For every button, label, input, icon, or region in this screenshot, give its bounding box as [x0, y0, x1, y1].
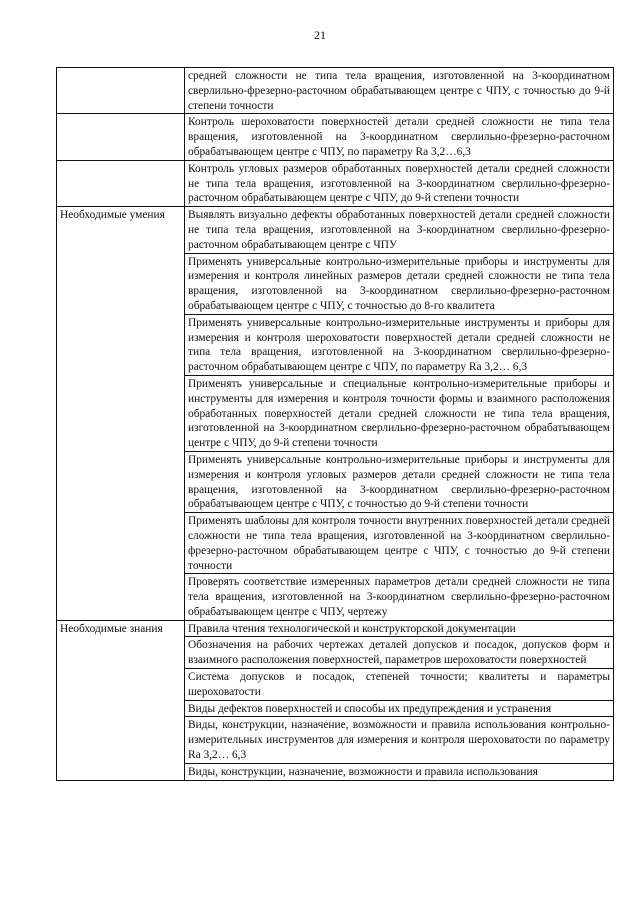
knowledge-item: Виды, конструкции, назначение, возможности и правила использования контрольно-измерительных инструментов для измерения и контроля шероховатости по параметру Ra 3,2… 6,3	[185, 717, 614, 763]
knowledge-item: Правила чтения технологической и конструкторской документации	[185, 620, 614, 637]
table-cell: Контроль угловых размеров обработанных поверхностей детали средней сложности не типа тела вращения, изготовленной на 3-координатном сверлильно-фрезерно-расточном обрабатывающем центре с ЧПУ, до 9-й степени точности	[185, 160, 614, 206]
table-cell: Контроль шероховатости поверхностей детали средней сложности не типа тела вращения, изготовленной на 3-координатном сверлильно-фрезерно-расточном обрабатывающем центре с ЧПУ, по параметру Ra 3,2…6,3	[185, 114, 614, 160]
knowledge-item: Виды дефектов поверхностей и способы их предупреждения и устранения	[185, 700, 614, 717]
knowledge-item: Система допусков и посадок, степеней точности; квалитеты и параметры шероховатости	[185, 669, 614, 701]
knowledge-item: Обозначения на рабочих чертежах деталей допусков и посадок, допусков форм и взаимного расположения поверхностей, параметров шероховатости поверхностей	[185, 637, 614, 669]
table-cell: средней сложности не типа тела вращения, изготовленной на 3-координатном сверлильно-фрезерно-расточном обрабатывающем центре с ЧПУ, с точностью до 9-й степени точности	[185, 68, 614, 114]
row-label-empty	[57, 68, 185, 114]
table-row	[57, 207, 614, 253]
skill-item: Применять универсальные и специальные контрольно-измерительные приборы и инструменты для измерения и контроля точности формы и взаимного расположения обработанных поверхностей детали средней сложности не типа тела вращения, изготовленной на 3-координатном сверлильно-фрезерно-расточном обрабатывающем центре с ЧПУ, до 9-й степени точности	[185, 375, 614, 451]
table-row	[57, 620, 614, 637]
skill-item: Применять универсальные контрольно-измерительные инструменты и приборы для измерения и контроля шероховатости поверхностей детали средней сложности не типа тела вращения, изготовленной на 3-координатном сверлильно-фрезерно-расточном обрабатывающем центре с ЧПУ, по параметру Ra 3,2… 6,3	[185, 314, 614, 375]
knowledge-item: Виды, конструкции, назначение, возможности и правила использования	[185, 763, 614, 780]
skill-item: Применять универсальные контрольно-измерительные приборы и инструменты для измерения и контроля угловых размеров детали средней сложности не типа тела вращения, изготовленной на 3-координатном сверлильно-фрезерно-расточном обрабатывающем центре с ЧПУ, с точностью до 9-й степени точности	[185, 451, 614, 512]
requirements-table	[56, 67, 614, 781]
row-label-empty	[57, 114, 185, 160]
page-number: 21	[314, 28, 326, 42]
skill-item: Применять шаблоны для контроля точности внутренних поверхностей детали средней сложности не типа тела вращения, изготовленной на 3-координатном сверлильно-фрезерно-расточном обрабатывающем центре с ЧПУ, с точностью до 9-й степени точности	[185, 513, 614, 574]
row-label-empty	[57, 160, 185, 206]
skill-item: Выявлять визуально дефекты обработанных поверхностей детали средней сложности не типа тела вращения, изготовленной на 3-координатном сверлильно-фрезерно-расточном обрабатывающем центре с ЧПУ	[185, 207, 614, 253]
skill-item: Применять универсальные контрольно-измерительные приборы и инструменты для измерения и контроля линейных размеров детали средней сложности не типа тела вращения, изготовленной на 3-координатном сверлильно-фрезерно-расточном обрабатывающем центре с ЧПУ, с точностью до 8-го квалитета	[185, 253, 614, 314]
table-row	[57, 114, 614, 160]
table-row	[57, 68, 614, 114]
knowledge-label: Необходимые знания	[57, 620, 185, 780]
skills-label: Необходимые умения	[57, 207, 185, 621]
skill-item: Проверять соответствие измеренных параметров детали средней сложности не типа тела вращения, изготовленной на 3-координатном сверлильно-фрезерно-расточном обрабатывающем центре с ЧПУ, чертежу	[185, 574, 614, 620]
table-row	[57, 160, 614, 206]
